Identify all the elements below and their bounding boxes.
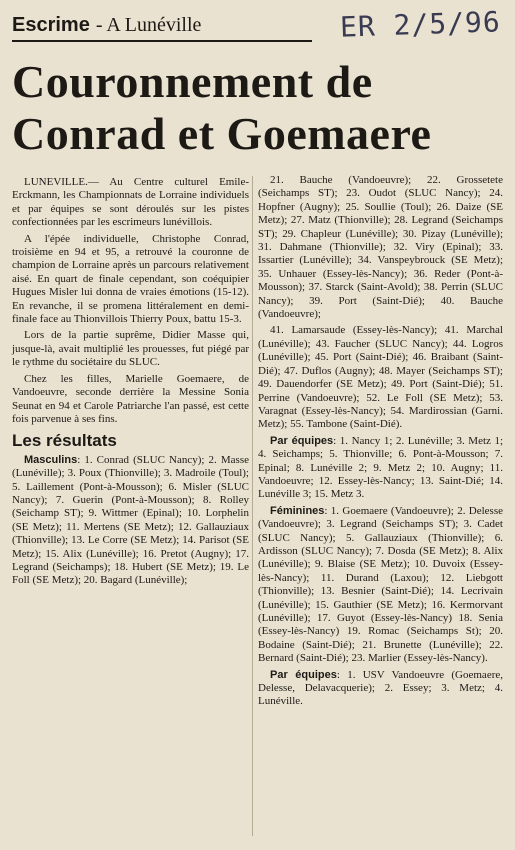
article-column-left bbox=[12, 176, 249, 591]
kicker-underline bbox=[12, 40, 312, 42]
results-text: : 1. USV Vandoeuvre (Goemaere, Delesse, Delavacquerie); 2. Essey; 3. Metz; 4. Lunéville. bbox=[258, 668, 503, 708]
body-paragraph: A l'épée individuelle, Christophe Conrad, troisième en 94 et 95, a retrouvé la couronne de champion de Lorraine après un parcours relativement aisé. En quart de finale cependant, son coéquipier Hugues Misler lui donna de vraies émotions (15-12). En revanche, il se promena littéralement en demi-finale face au Thionvillois Thierry Poux, battu 15-3. bbox=[12, 232, 249, 326]
kicker-sport: Escrime bbox=[12, 14, 90, 36]
results-label: Par équipes bbox=[270, 668, 337, 681]
handwritten-date-note: ER 2/5/96 bbox=[339, 5, 502, 44]
results-feminines bbox=[258, 505, 503, 666]
body-paragraph: LUNEVILLE.— Au Centre culturel Emile-Erckmann, les Championnats de Lorraine individuels et par équipes se sont déroulés sur les pistes confectionnées par les escrimeurs lunévillois. bbox=[12, 176, 249, 229]
results-masculins bbox=[12, 454, 249, 588]
results-masculins-cont: 21. Bauche (Vandoeuvre); 22. Grossetete (Seichamps ST); 23. Oudot (SLUC Nancy); 24. Hopfner (Augny); 25. Soullie (Toul); 26. Daize (SE Metz); 27. Matz (Thionville); 28. Legrand (Seichamps ST); 29. Chapleur (Lunéville); 30. Pizay (Lunéville); 31. Dahmane (Thionville); 32. Viry (Epinal); 33. Issartier (Lunéville); 34. Vanspeybrouck (SE Metz); 35. Unhauer (Essey-lès-Nancy); 36. Reder (Pont-à-Mousson); 37. Starck (Saint-Avold); 38. Perrin (SLUC Nancy); 39. Port (Saint-Dié); 40. Bauche (Vandoeuvre); bbox=[258, 174, 503, 321]
results-heading: Les résultats bbox=[12, 431, 117, 451]
headline-line-1: Couronnement de bbox=[12, 56, 373, 107]
results-text: : 1. Goemaere (Vandoeuvre); 2. Delesse (Vandoeuvre); 3. Legrand (Seichamps ST); 3. Cadet (SLUC Nancy); 5. Gallauziaux (Thionville); 6. Ardisson (SLUC Nancy); 7. Dosda (SE Metz); 8. Alix (Lunéville); 9. Blaise (SE Metz); 10. Duvoix (Essey-lès-Nancy); 11. Durand (Laxou); 12. Liebgott (Thionville); 13. Besnier (Saint-Dié); 14. Lecrivain (Lunéville); 15. Gauthier (SE Metz); 16. Kermorvant (Lunéville); 17. Guyot (Essey-lès-Nancy) 18. Senia (Essey-lès-Nancy) 19. Romac (Seichamps St); 20. Bodaine (Saint-Dié); 21. Brunette (Lunéville); 22. Bernard (Saint-Dié); 23. Marlier (Essey-lès-Nancy). bbox=[258, 504, 503, 665]
headline-line-2: Conrad et Goemaere bbox=[12, 108, 432, 159]
column-divider bbox=[252, 176, 253, 836]
kicker-place: - A Lunéville bbox=[95, 14, 202, 36]
headline bbox=[12, 56, 502, 160]
results-equipes bbox=[258, 435, 503, 502]
article-column-right bbox=[258, 174, 503, 712]
results-text: : 1. Nancy 1; 2. Lunéville; 3. Metz 1; 4. Seichamps; 5. Thionville; 6. Pont-à-Mousson; 7. Epinal; 8. Lunéville 2; 9. Metz 2; 10. Augny; 11. Vandoeuvre; 12. Essey-lès-Nancy; 13. Saint-Dié; 14. Lunéville 3; 15. Metz 3. bbox=[258, 434, 504, 501]
body-paragraph: Chez les filles, Marielle Goemaere, de Vandoeuvre, seconde derrière la Messine Sonia Seunat en 94 et Carole Patriarche l'an passé, est cette fois parvenue à ses fins. bbox=[12, 372, 249, 425]
results-label: Féminines bbox=[270, 504, 325, 517]
section-kicker bbox=[12, 14, 312, 40]
results-label: Masculins bbox=[24, 453, 78, 466]
results-masculins-cont2: 41. Lamarsaude (Essey-lès-Nancy); 41. Marchal (Lunéville); 43. Faucher (SLUC Nancy); 44. Logros (Lunéville); 45. Port (Saint-Dié); 46. Braibant (Saint-Dié); 47. Duflos (Augny); 48. Mayer (Seichamps ST); 49. Dauendorfer (SE Metz); 49. Port (Saint-Dié); 51. Perrine (Vandoeuvre); 52. Le Foll (SE Metz); 53. Varagnat (Essey-lès-Nancy); 54. Mardirossian (Garni. Metz); 55. Tambone (Saint-Dié). bbox=[258, 324, 503, 431]
results-label: Par équipes bbox=[270, 434, 334, 447]
results-fem-equipes bbox=[258, 669, 503, 709]
body-paragraph: Lors de la partie suprême, Didier Masse qui, jusque-là, avait multiplié les prouesses, fut piégé par le rythme du sociétaire du SLUC. bbox=[12, 329, 249, 369]
results-text: : 1. Conrad (SLUC Nancy); 2. Masse (Lunéville); 3. Poux (Thionville); 3. Madroile (Toul); 5. Laillement (Pont-à-Mousson); 6. Misler (SLUC Nancy); 7. Guerin (Pont-à-Mousson); 8. Rolley (Seichamp ST); 9. Wittmer (Epinal); 10. Lorphelin (SE Metz); 11. Mertens (SE Metz); 12. Gallauziaux (Thionville); 13. Le Corre (SE Metz); 14. Parisot (SE Metz); 15. Alix (Lunéville); 16. Pretot (Augny); 17. Legrand (Seichamps); 18. Hubert (SE Metz); 19. Le Foll (SE Metz); 20. Bagard (Lunéville); bbox=[12, 453, 249, 587]
